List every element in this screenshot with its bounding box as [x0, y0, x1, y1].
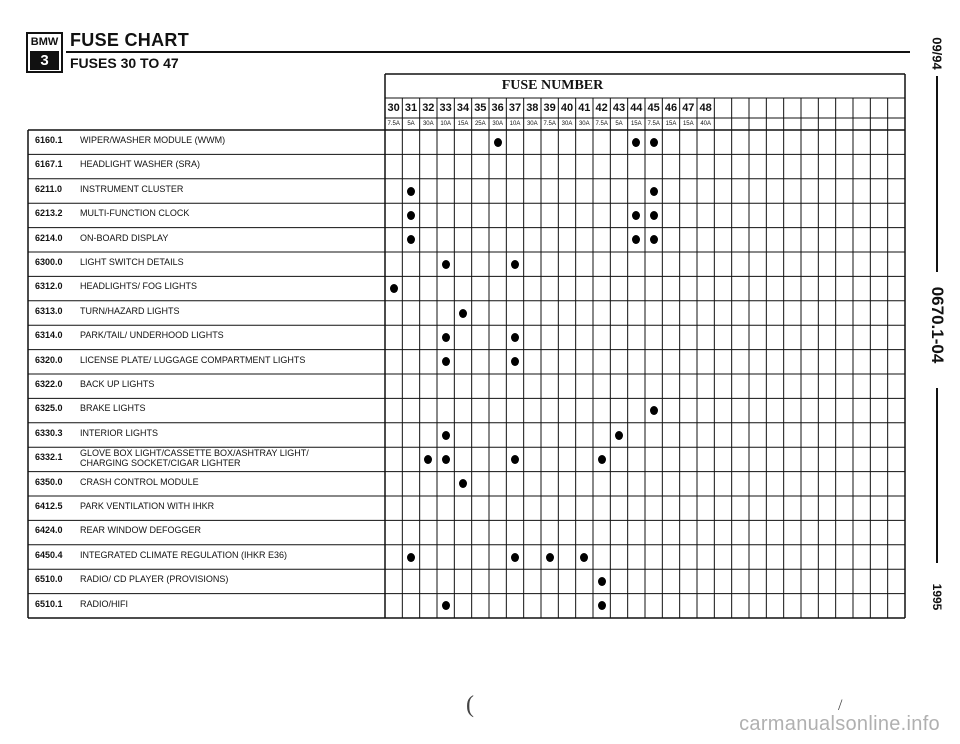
component-code: 6412.5	[35, 501, 63, 511]
fuse-number-cell: 38	[526, 102, 539, 114]
fuse-amp-cell: 15A	[665, 121, 677, 127]
fuse-number-cell: 45	[647, 102, 660, 114]
fuse-amp-cell: 25A	[474, 121, 486, 127]
fuse-mark-dot	[442, 431, 450, 440]
fuse-amp-cell: 15A	[682, 121, 694, 127]
component-description: PARK VENTILATION WITH IHKR	[80, 501, 215, 511]
fuse-mark-dot	[407, 553, 415, 562]
fuse-mark-dot	[442, 455, 450, 464]
component-code: 6167.1	[35, 159, 63, 170]
fuse-mark-dot	[650, 235, 658, 244]
fuse-mark-dot	[442, 357, 450, 366]
component-description: PARK/TAIL/ UNDERHOOD LIGHTS	[80, 330, 224, 341]
fuse-number-cell: 48	[699, 102, 712, 114]
component-code: 6510.0	[35, 574, 63, 585]
component-description: LICENSE PLATE/ LUGGAGE COMPARTMENT LIGHTS	[80, 354, 306, 365]
component-code: 6320.0	[35, 354, 63, 365]
fuse-amp-cell: 30A	[561, 121, 573, 127]
fuse-number-cell: 32	[422, 102, 435, 114]
component-description: GLOVE BOX LIGHT/CASSETTE BOX/ASHTRAY LIGHT/	[80, 448, 309, 459]
component-code: 6312.0	[35, 281, 63, 292]
fuse-mark-dot	[598, 577, 606, 586]
side-doc-number: 0670.1-04	[928, 286, 947, 364]
fuse-number-cell: 35	[474, 102, 487, 114]
side-year: 1995	[930, 583, 944, 611]
component-description: TURN/HAZARD LIGHTS	[80, 305, 180, 316]
fuse-number-cell: 31	[404, 102, 418, 114]
fuse-mark-dot	[442, 601, 450, 610]
page-subtitle: FUSES 30 TO 47	[70, 55, 179, 71]
fuse-mark-dot	[598, 455, 606, 464]
component-description: LIGHT SWITCH DETAILS	[80, 257, 184, 267]
fuse-amp-cell: 7.5A	[543, 121, 556, 127]
fuse-amp-cell: 7.5A	[647, 121, 660, 127]
component-description: CRASH CONTROL MODULE	[80, 476, 199, 487]
component-code: 6314.0	[35, 330, 63, 341]
fuse-mark-dot	[511, 455, 519, 464]
fuse-mark-dot	[511, 553, 519, 562]
fuse-number-cell: 39	[543, 102, 556, 114]
component-description: REAR WINDOW DEFOGGER	[80, 525, 201, 536]
fuse-number-cell: 36	[491, 102, 504, 114]
fuse-amp-cell: 7.5A	[387, 121, 400, 127]
component-description: WIPER/WASHER MODULE (WWM)	[80, 135, 226, 145]
fuse-mark-dot	[580, 553, 588, 562]
component-description: HEADLIGHTS/ FOG LIGHTS	[80, 281, 198, 292]
component-description: INSTRUMENT CLUSTER	[80, 183, 184, 194]
fuse-mark-dot	[459, 309, 467, 318]
fuse-number-cell: 44	[630, 102, 643, 114]
fuse-amp-cell: 10A	[440, 121, 451, 127]
fuse-mark-dot	[390, 284, 398, 293]
component-code: 6424.0	[35, 525, 63, 536]
logo-model-text: 3	[30, 51, 59, 70]
fuse-amp-cell: 30A	[526, 121, 538, 127]
component-code: 6160.1	[35, 135, 63, 145]
fuse-number-cell: 42	[595, 102, 608, 114]
fuse-amp-cell: 7.5A	[595, 121, 608, 127]
footer-mark-left: (	[466, 692, 474, 718]
fuse-mark-dot	[650, 406, 658, 415]
component-description: BRAKE LIGHTS	[80, 403, 146, 414]
component-code: 6510.1	[35, 598, 63, 609]
fuse-number-header: FUSE NUMBER	[501, 78, 604, 93]
watermark: carmanualsonline.info	[739, 713, 940, 735]
fuse-mark-dot	[442, 333, 450, 342]
fuse-number-cell: 30	[387, 102, 400, 114]
component-description: INTERIOR LIGHTS	[80, 427, 159, 438]
fuse-mark-dot	[650, 187, 658, 196]
fuse-mark-dot	[442, 260, 450, 269]
fuse-number-cell: 47	[682, 102, 695, 114]
fuse-number-cell: 33	[439, 102, 452, 114]
component-code: 6322.0	[35, 379, 63, 389]
component-code: 6213.2	[35, 208, 63, 219]
component-description: MULTI-FUNCTION CLOCK	[80, 208, 190, 219]
component-description: INTEGRATED CLIMATE REGULATION (IHKR E36)	[80, 549, 288, 560]
side-date: 09/94	[929, 37, 945, 70]
component-code: 6330.3	[35, 427, 63, 438]
component-code: 6450.4	[35, 549, 63, 560]
component-code: 6350.0	[35, 476, 63, 487]
component-description-line2: CHARGING SOCKET/CIGAR LIGHTER	[80, 458, 241, 469]
fuse-amp-cell: 30A	[492, 121, 503, 127]
logo-brand-text: BMW	[30, 36, 59, 48]
fuse-amp-cell: 5A	[407, 121, 415, 127]
component-code: 6325.0	[35, 403, 63, 414]
component-code: 6211.0	[35, 183, 63, 194]
fuse-amp-cell: 40A	[700, 121, 711, 127]
fuse-amp-cell: 15A	[457, 121, 469, 127]
component-description: RADIO/ CD PLAYER (PROVISIONS)	[80, 574, 229, 585]
component-description: HEADLIGHT WASHER (SRA)	[80, 159, 201, 170]
fuse-mark-dot	[407, 187, 415, 196]
footer-mark-right: /	[838, 697, 843, 714]
component-code: 6313.0	[35, 305, 63, 316]
fuse-number-cell: 34	[456, 102, 470, 114]
fuse-mark-dot	[494, 138, 502, 147]
fuse-mark-dot	[650, 211, 658, 220]
component-code: 6300.0	[35, 257, 63, 267]
fuse-amp-cell: 30A	[578, 121, 590, 127]
component-code: 6214.0	[35, 232, 63, 243]
component-description: ON-BOARD DISPLAY	[80, 232, 169, 243]
fuse-mark-dot	[546, 553, 554, 562]
fuse-number-cell: 46	[664, 102, 678, 114]
fuse-amp-cell: 30A	[422, 121, 434, 127]
fuse-mark-dot	[511, 333, 519, 342]
fuse-amp-cell: 10A	[509, 121, 521, 127]
fuse-amp-cell: 15A	[630, 121, 642, 127]
fuse-mark-dot	[511, 260, 519, 269]
component-code: 6332.1	[35, 452, 63, 463]
fuse-mark-dot	[650, 138, 658, 147]
fuse-number-cell: 37	[508, 102, 522, 114]
fuse-mark-dot	[615, 431, 623, 440]
fuse-mark-dot	[598, 601, 606, 610]
component-description: BACK UP LIGHTS	[80, 379, 155, 389]
component-description: RADIO/HIFI	[80, 598, 129, 609]
fuse-number-cell: 40	[560, 102, 574, 114]
fuse-mark-dot	[407, 211, 415, 220]
page-title: FUSE CHART	[70, 30, 189, 50]
fuse-number-cell: 43	[612, 102, 626, 114]
fuse-number-cell: 41	[578, 102, 591, 114]
fuse-amp-cell: 5A	[615, 121, 623, 127]
